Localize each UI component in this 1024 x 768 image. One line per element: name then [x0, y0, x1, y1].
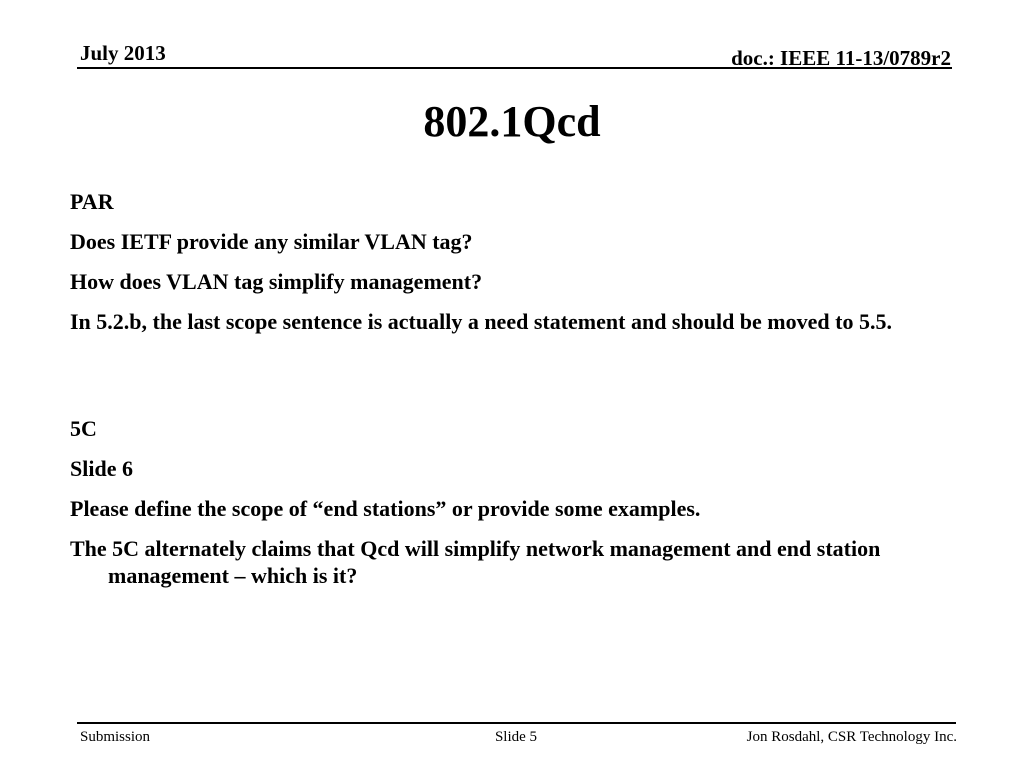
header-document-id: doc.: IEEE 11-13/0789r2 — [731, 46, 951, 70]
slide-body — [70, 188, 930, 602]
par-section — [70, 188, 930, 335]
body-paragraph: Please define the scope of “end stations” or provide some examples. — [70, 496, 701, 521]
footer-divider — [77, 722, 956, 724]
footer-author: Jon Rosdahl, CSR Technology Inc. — [746, 729, 957, 745]
body-paragraph: Does IETF provide any similar VLAN tag? — [70, 229, 473, 254]
footer-submission: Submission — [80, 729, 151, 745]
body-paragraph: How does VLAN tag simplify management? — [70, 269, 483, 294]
section-spacer — [70, 348, 930, 415]
slide-title: 802.1Qcd — [423, 97, 601, 146]
body-paragraph: In 5.2.b, the last scope sentence is actually a need statement and should be moved to 5.5. — [70, 309, 892, 334]
five-c-section — [70, 415, 930, 589]
section-heading-par: PAR — [70, 189, 114, 214]
body-paragraph: Slide 6 — [70, 456, 133, 481]
header-date: July 2013 — [80, 41, 166, 65]
header-divider — [77, 67, 952, 69]
section-heading-5c: 5C — [70, 416, 97, 441]
footer-slide-number: Slide 5 — [494, 729, 538, 745]
body-paragraph: The 5C alternately claims that Qcd will simplify network management and end station management – which is it? — [70, 536, 881, 588]
